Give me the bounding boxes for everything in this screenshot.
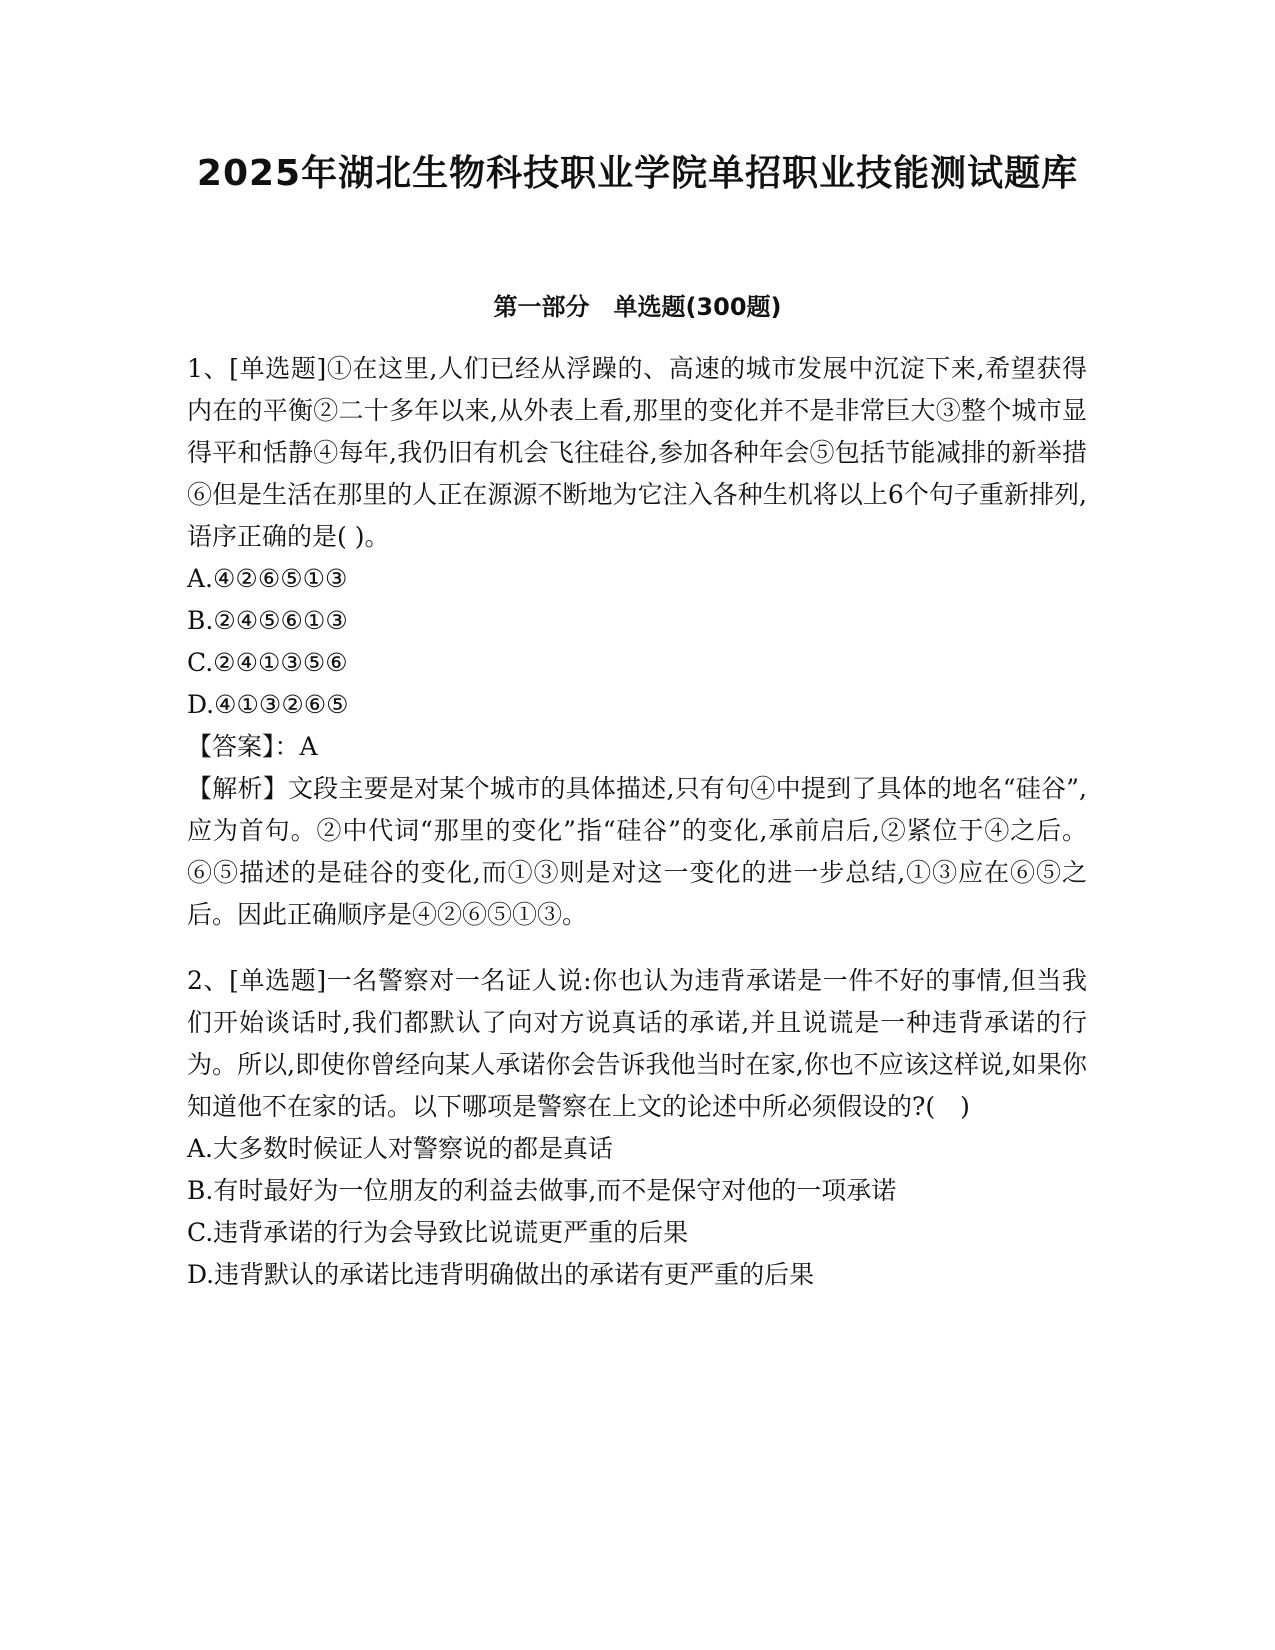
question-item [187,348,1087,936]
question-stem: 1、[单选题]①在这里,人们已经从浮躁的、高速的城市发展中沉淀下来,希望获得内在的平衡②二十多年以来,从外表上看,那里的变化并不是非常巨大③整个城市显得平和恬静④每年,我仍旧有机会飞往硅谷,参加各种年会⑤包括节能减排的新举措⑥但是生活在那里的人正在源源不断地为它注入各种生机将以上6个句子重新排列,语序正确的是( )。 [187,354,1087,551]
option-d: D.违背默认的承诺比违背明确做出的承诺有更严重的后果 [187,1260,815,1289]
option-b: B.②④⑤⑥①③ [187,606,348,635]
document-title: 2025年湖北生物科技职业学院单招职业技能测试题库 [196,153,1079,194]
option-b: B.有时最好为一位朋友的利益去做事,而不是保守对他的一项承诺 [187,1176,897,1205]
analysis-text: 【解析】文段主要是对某个城市的具体描述,只有句④中提到了具体的地名“硅谷”,应为首句。②中代词“那里的变化”指“硅谷”的变化,承前启后,②紧位于④之后。⑥⑤描述的是硅谷的变化,而①③则是对这一变化的进一步总结,①③应在⑥⑤之后。因此正确顺序是④②⑥⑤①③。 [187,774,1087,929]
option-d: D.④①③②⑥⑤ [187,690,349,719]
question-spacer [187,936,1087,960]
option-c: C.②④①③⑤⑥ [187,648,348,677]
section-title: 第一部分 单选题(300题) [493,293,782,321]
option-c: C.违背承诺的行为会导致比说谎更严重的后果 [187,1218,689,1247]
question-item [187,960,1087,1296]
option-a: A.大多数时候证人对警察说的都是真话 [187,1134,614,1163]
answer-text: 【答案】：A [187,732,318,761]
option-a: A.④②⑥⑤①③ [187,564,348,593]
question-list [187,348,1087,1296]
question-stem: 2、[单选题]一名警察对一名证人说:你也认为违背承诺是一件不好的事情,但当我们开始谈话时,我们都默认了向对方说真话的承诺,并且说谎是一种违背承诺的行为。所以,即使你曾经向某人承诺你会告诉我他当时在家,你也不应该这样说,如果你知道他不在家的话。以下哪项是警察在上文的论述中所必须假设的?( ) [187,966,1087,1121]
